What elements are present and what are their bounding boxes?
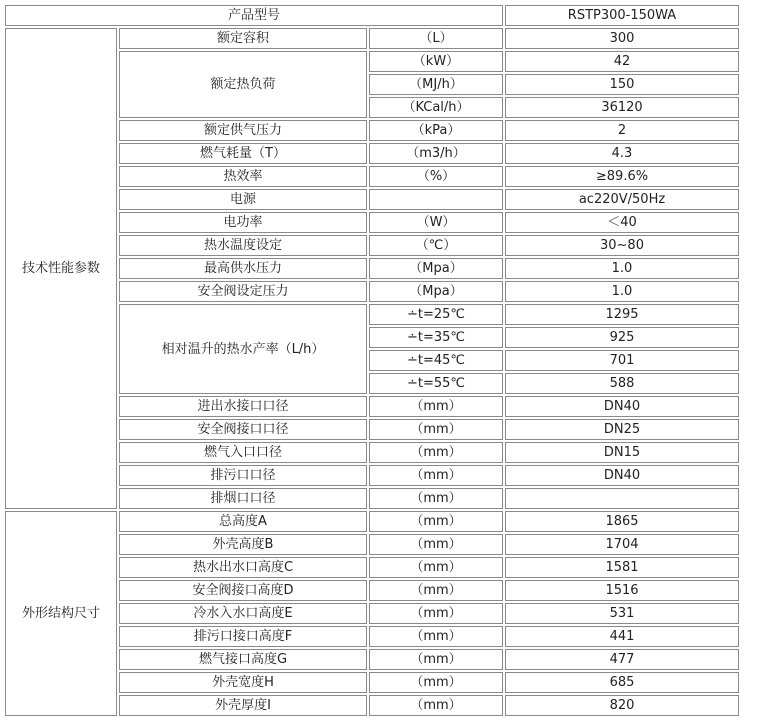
param-value: ac220V/50Hz (505, 189, 739, 210)
param-name: 安全阀接口口径 (119, 419, 367, 440)
param-value: 925 (505, 327, 739, 348)
param-name: 安全阀接口高度D (119, 580, 367, 601)
param-unit: （mm） (369, 603, 503, 624)
spec-table (3, 3, 741, 718)
group-label: 外形结构尺寸 (5, 511, 117, 716)
param-value: 150 (505, 74, 739, 95)
param-unit: （%） (369, 166, 503, 187)
param-name: 额定热负荷 (119, 51, 367, 118)
param-value: 1.0 (505, 258, 739, 279)
param-name: 相对温升的热水产率（L/h） (119, 304, 367, 394)
param-value: 441 (505, 626, 739, 647)
param-unit: ∸t=45℃ (369, 350, 503, 371)
param-unit: ∸t=55℃ (369, 373, 503, 394)
param-value: DN25 (505, 419, 739, 440)
param-unit: ∸t=25℃ (369, 304, 503, 325)
param-value: 1581 (505, 557, 739, 578)
param-value: 36120 (505, 97, 739, 118)
param-name: 燃气接口高度G (119, 649, 367, 670)
param-unit: （mm） (369, 396, 503, 417)
param-unit: （mm） (369, 557, 503, 578)
table-row (5, 28, 739, 49)
param-unit: （kW） (369, 51, 503, 72)
param-value: 4.3 (505, 143, 739, 164)
param-unit: （mm） (369, 649, 503, 670)
param-value: 701 (505, 350, 739, 371)
param-value: 30~80 (505, 235, 739, 256)
param-name: 额定供气压力 (119, 120, 367, 141)
param-value: 1.0 (505, 281, 739, 302)
param-name: 外壳厚度I (119, 695, 367, 716)
param-name: 电源 (119, 189, 367, 210)
param-unit: （mm） (369, 442, 503, 463)
param-value: 1704 (505, 534, 739, 555)
param-name: 电功率 (119, 212, 367, 233)
model-value: RSTP300-150WA (505, 5, 739, 26)
header-row (5, 5, 739, 26)
param-unit: （mm） (369, 672, 503, 693)
param-unit: （Mpa） (369, 281, 503, 302)
param-name: 总高度A (119, 511, 367, 532)
param-name: 最高供水压力 (119, 258, 367, 279)
param-value: 1295 (505, 304, 739, 325)
param-unit: （W） (369, 212, 503, 233)
param-value: DN15 (505, 442, 739, 463)
param-unit: ∸t=35℃ (369, 327, 503, 348)
param-unit: （kPa） (369, 120, 503, 141)
param-value: 820 (505, 695, 739, 716)
table-row (5, 511, 739, 532)
param-unit: （mm） (369, 419, 503, 440)
param-unit: （Mpa） (369, 258, 503, 279)
param-value: 1865 (505, 511, 739, 532)
param-name: 排烟口口径 (119, 488, 367, 509)
param-name: 排污口接口高度F (119, 626, 367, 647)
param-unit: （℃） (369, 235, 503, 256)
param-value: 588 (505, 373, 739, 394)
param-value: 1516 (505, 580, 739, 601)
param-value: 300 (505, 28, 739, 49)
param-value (505, 488, 739, 509)
param-name: 进出水接口口径 (119, 396, 367, 417)
param-unit: （KCal/h） (369, 97, 503, 118)
param-unit: （mm） (369, 488, 503, 509)
param-value: 42 (505, 51, 739, 72)
param-name: 热水温度设定 (119, 235, 367, 256)
param-value: ≥89.6% (505, 166, 739, 187)
param-name: 冷水入水口高度E (119, 603, 367, 624)
param-unit: （mm） (369, 465, 503, 486)
param-name: 燃气入口口径 (119, 442, 367, 463)
param-value: 477 (505, 649, 739, 670)
param-unit: （mm） (369, 511, 503, 532)
param-name: 排污口口径 (119, 465, 367, 486)
param-name: 额定容积 (119, 28, 367, 49)
param-unit: （mm） (369, 534, 503, 555)
header-label: 产品型号 (5, 5, 503, 26)
param-name: 安全阀设定压力 (119, 281, 367, 302)
param-value: DN40 (505, 465, 739, 486)
param-name: 热水出水口高度C (119, 557, 367, 578)
param-unit: （mm） (369, 626, 503, 647)
group-label: 技术性能参数 (5, 28, 117, 509)
param-value: 685 (505, 672, 739, 693)
param-unit: （MJ/h） (369, 74, 503, 95)
param-unit: （mm） (369, 580, 503, 601)
param-unit: （mm） (369, 695, 503, 716)
param-name: 外壳高度B (119, 534, 367, 555)
param-value: ＜40 (505, 212, 739, 233)
param-value: 531 (505, 603, 739, 624)
param-unit: （m3/h） (369, 143, 503, 164)
param-name: 外壳宽度H (119, 672, 367, 693)
param-unit: （L） (369, 28, 503, 49)
param-name: 热效率 (119, 166, 367, 187)
param-name: 燃气耗量（T） (119, 143, 367, 164)
param-unit (369, 189, 503, 210)
param-value: DN40 (505, 396, 739, 417)
param-value: 2 (505, 120, 739, 141)
